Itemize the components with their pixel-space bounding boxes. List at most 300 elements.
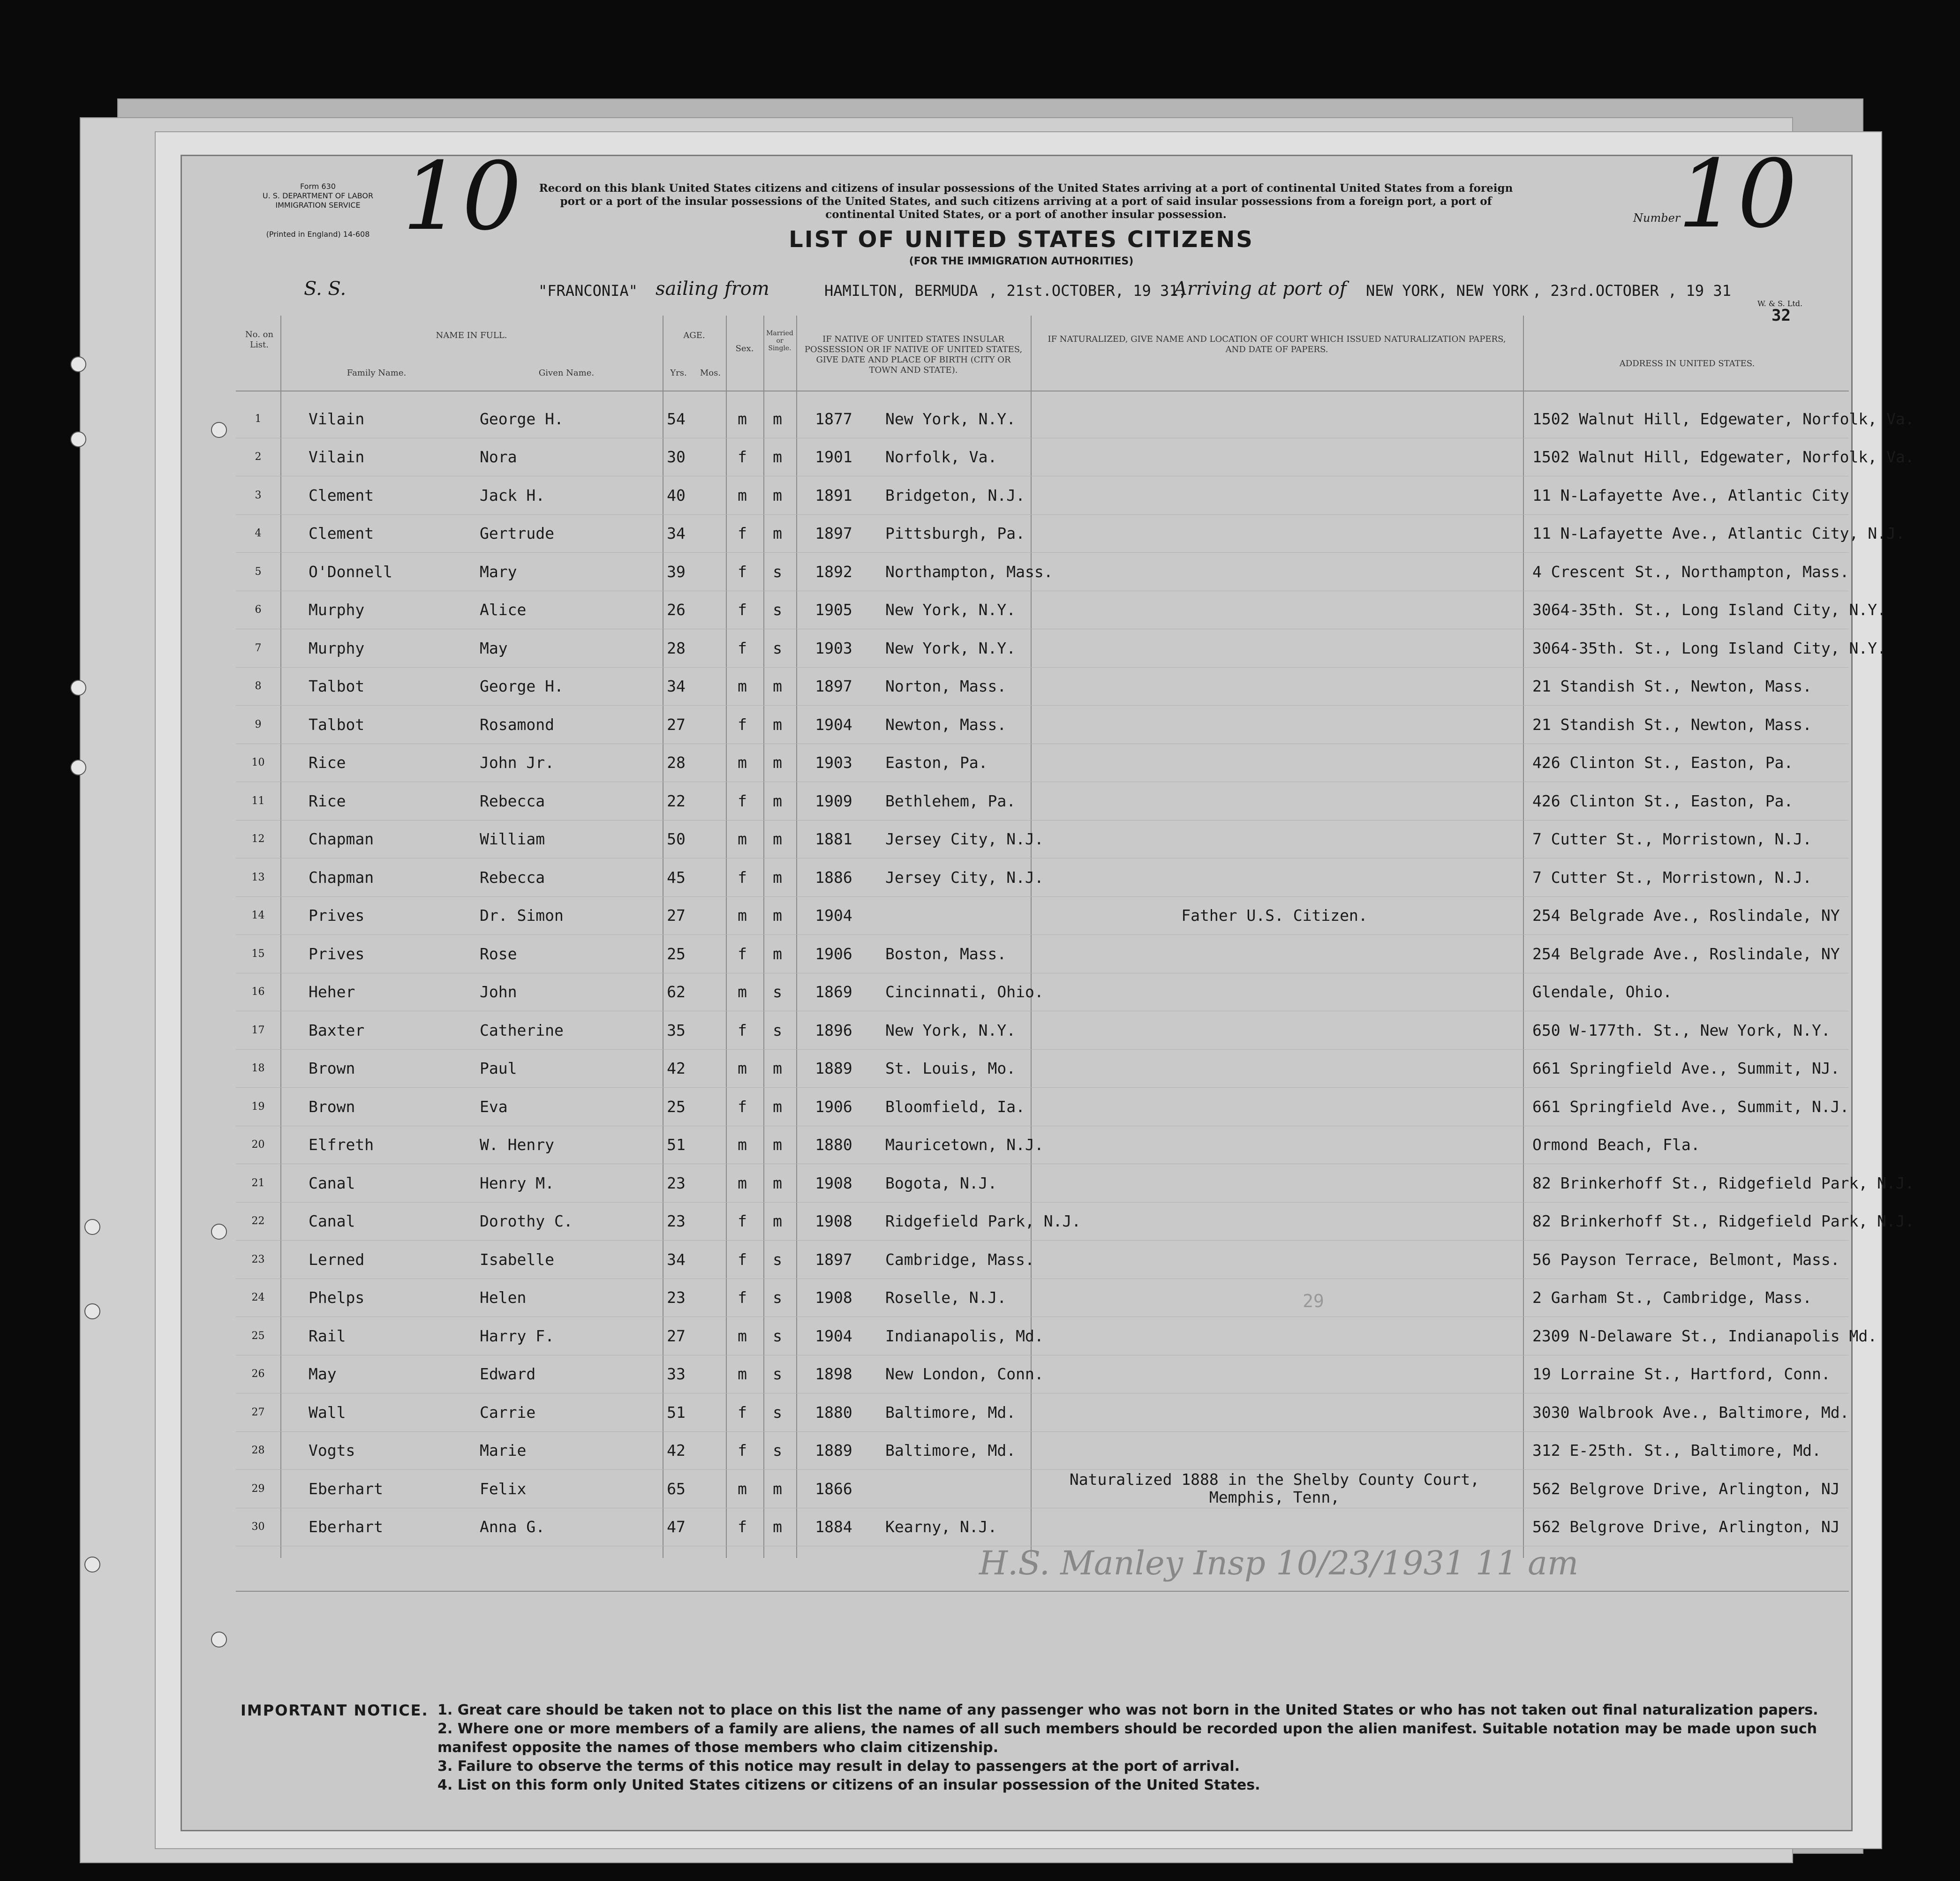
table-row: [236, 1164, 1849, 1203]
table-row: [236, 629, 1849, 668]
sex: f: [724, 1508, 761, 1546]
sex: f: [724, 782, 761, 820]
birth-year: 1908: [794, 1202, 874, 1241]
address: 19 Lorraine St., Hartford, Conn.: [1521, 1355, 1849, 1393]
age-years: 27: [660, 896, 692, 935]
age-years: 42: [660, 1431, 692, 1470]
row-number: 9: [236, 706, 280, 744]
record-instructions: Record on this blank United States citizens and citizens of insular possessions of the United States arriving at a port of continental United States from a foreign port or a port of the insular possessions of the United States, and such citizens arriving at a port of said insular possessions from a foreign port, a port of continental United States, or a port of another insular possession.: [539, 182, 1513, 221]
given-name: John Jr.: [468, 744, 660, 782]
col-header-age: AGE.: [683, 331, 705, 340]
binding-hole: [211, 422, 227, 438]
binding-hole: [84, 1219, 100, 1235]
given-name: W. Henry: [468, 1126, 660, 1164]
naturalization: [1028, 400, 1521, 438]
family-name: Chapman: [280, 858, 468, 897]
given-name: Harry F.: [468, 1317, 660, 1355]
address: 312 E-25th. St., Baltimore, Md.: [1521, 1431, 1849, 1470]
birth-year: 1886: [794, 858, 874, 897]
sex: f: [724, 1431, 761, 1470]
age-months: [692, 896, 724, 935]
birth-place: Roselle, N.J.: [874, 1279, 1028, 1317]
age-months: [692, 1202, 724, 1241]
sex: f: [724, 1202, 761, 1241]
birth-place: Bridgeton, N.J.: [874, 476, 1028, 515]
age-months: [692, 629, 724, 668]
age-years: 33: [660, 1355, 692, 1393]
birth-place: Ridgefield Park, N.J.: [874, 1202, 1028, 1241]
given-name: John: [468, 973, 660, 1011]
birth-place: St. Louis, Mo.: [874, 1049, 1028, 1088]
table-row: [236, 1393, 1849, 1432]
row-number: 17: [236, 1011, 280, 1050]
birth-year: 1908: [794, 1164, 874, 1203]
row-number: 23: [236, 1241, 280, 1279]
age-months: [692, 667, 724, 706]
age-years: 28: [660, 744, 692, 782]
marital-status: m: [761, 896, 794, 935]
birth-year: 1905: [794, 591, 874, 629]
table-row: [236, 706, 1849, 744]
row-number: 20: [236, 1126, 280, 1164]
birth-year: 1877: [794, 400, 874, 438]
family-name: Prives: [280, 896, 468, 935]
handwritten-list-number: 10: [1678, 140, 1797, 249]
marital-status: s: [761, 1241, 794, 1279]
age-months: [692, 1088, 724, 1126]
address: 21 Standish St., Newton, Mass.: [1521, 706, 1849, 744]
given-name: Mary: [468, 553, 660, 591]
notice-item: 1. Great care should be taken not to place on this list the name of any passenger who was not born in the United States or who has not taken out final naturalization papers.: [437, 1702, 1818, 1718]
age-months: [692, 1355, 724, 1393]
naturalization: [1028, 935, 1521, 973]
age-months: [692, 1470, 724, 1508]
family-name: Vilain: [280, 400, 468, 438]
marital-status: s: [761, 1355, 794, 1393]
birth-year: 1869: [794, 973, 874, 1011]
naturalization: [1028, 553, 1521, 591]
given-name: Isabelle: [468, 1241, 660, 1279]
row-number: 19: [236, 1088, 280, 1126]
sex: f: [724, 438, 761, 476]
age-years: 34: [660, 667, 692, 706]
age-months: [692, 1317, 724, 1355]
address: 254 Belgrade Ave., Roslindale, NY: [1521, 935, 1849, 973]
sex: f: [724, 514, 761, 553]
naturalization: [1028, 858, 1521, 897]
given-name: Rebecca: [468, 858, 660, 897]
age-months: [692, 400, 724, 438]
marital-status: m: [761, 935, 794, 973]
birth-year: 1884: [794, 1508, 874, 1546]
col-header-birth: IF NATIVE OF UNITED STATES INSULAR POSSESSION OR IF NATIVE OF UNITED STATES, GIVE DATE AND PLACE OF BIRTH (CITY OR TOWN AND STATE).: [804, 334, 1023, 375]
address: 661 Springfield Ave., Summit, NJ.: [1521, 1049, 1849, 1088]
age-months: [692, 1011, 724, 1050]
age-years: 34: [660, 1241, 692, 1279]
table-row: [236, 1279, 1849, 1317]
family-name: Canal: [280, 1164, 468, 1203]
naturalization: Naturalized 1888 in the Shelby County Court, Memphis, Tenn,: [1028, 1470, 1521, 1508]
birth-place: [874, 896, 1028, 935]
given-name: May: [468, 629, 660, 668]
manifest-sheet: [181, 140, 1915, 1831]
age-months: [692, 1508, 724, 1546]
sex: f: [724, 706, 761, 744]
naturalization: [1028, 1431, 1521, 1470]
row-number: 22: [236, 1202, 280, 1241]
marital-status: m: [761, 706, 794, 744]
age-years: 39: [660, 553, 692, 591]
sex: m: [724, 1049, 761, 1088]
marital-status: m: [761, 400, 794, 438]
age-years: 25: [660, 935, 692, 973]
sailing-from-label: sailing from: [656, 278, 769, 300]
sex: m: [724, 896, 761, 935]
age-years: 47: [660, 1508, 692, 1546]
given-name: Rose: [468, 935, 660, 973]
family-name: Phelps: [280, 1279, 468, 1317]
family-name: Eberhart: [280, 1470, 468, 1508]
family-name: Elfreth: [280, 1126, 468, 1164]
col-header-sex: Sex.: [735, 344, 754, 354]
table-row: [236, 1202, 1849, 1241]
given-name: Alice: [468, 591, 660, 629]
age-years: 50: [660, 820, 692, 858]
age-months: [692, 1049, 724, 1088]
age-months: [692, 591, 724, 629]
given-name: Dr. Simon: [468, 896, 660, 935]
marital-status: s: [761, 629, 794, 668]
table-row: [236, 1126, 1849, 1164]
given-name: Dorothy C.: [468, 1202, 660, 1241]
given-name: Eva: [468, 1088, 660, 1126]
birth-place: Kearny, N.J.: [874, 1508, 1028, 1546]
age-months: [692, 553, 724, 591]
binding-hole: [84, 1557, 100, 1573]
address: Ormond Beach, Fla.: [1521, 1126, 1849, 1164]
naturalization: [1028, 1279, 1521, 1317]
marital-status: m: [761, 1049, 794, 1088]
sex: f: [724, 935, 761, 973]
row-number: 15: [236, 935, 280, 973]
birth-place: Pittsburgh, Pa.: [874, 514, 1028, 553]
row-number: 7: [236, 629, 280, 668]
given-name: Gertrude: [468, 514, 660, 553]
birth-year: 1908: [794, 1279, 874, 1317]
marital-status: m: [761, 1470, 794, 1508]
naturalization: [1028, 1317, 1521, 1355]
naturalization: [1028, 1011, 1521, 1050]
row-number: 25: [236, 1317, 280, 1355]
stray-mark: 29: [1303, 1291, 1324, 1311]
address: 3030 Walbrook Ave., Baltimore, Md.: [1521, 1393, 1849, 1432]
table-row: [236, 514, 1849, 553]
marital-status: m: [761, 438, 794, 476]
naturalization: [1028, 1049, 1521, 1088]
inspector-signature: H.S. Manley Insp 10/23/1931 11 am: [979, 1544, 1579, 1582]
birth-year: 1892: [794, 553, 874, 591]
form-number: Form 630: [300, 182, 336, 191]
birth-place: Newton, Mass.: [874, 706, 1028, 744]
birth-place: Bloomfield, Ia.: [874, 1088, 1028, 1126]
table-row: [236, 1049, 1849, 1088]
birth-place: Jersey City, N.J.: [874, 858, 1028, 897]
age-years: 25: [660, 1088, 692, 1126]
departure-port: HAMILTON, BERMUDA: [824, 282, 978, 300]
age-years: 23: [660, 1202, 692, 1241]
birth-year: 1897: [794, 1241, 874, 1279]
given-name: Paul: [468, 1049, 660, 1088]
arrival-port: NEW YORK, NEW YORK: [1366, 282, 1529, 300]
col-header-name-in-full: NAME IN FULL.: [436, 331, 507, 340]
sex: f: [724, 629, 761, 668]
table-row: [236, 591, 1849, 629]
family-name: Vogts: [280, 1431, 468, 1470]
age-years: 26: [660, 591, 692, 629]
age-years: 27: [660, 706, 692, 744]
age-years: 22: [660, 782, 692, 820]
row-number: 4: [236, 514, 280, 553]
row-number: 26: [236, 1355, 280, 1393]
age-years: 40: [660, 476, 692, 515]
address: Glendale, Ohio.: [1521, 973, 1849, 1011]
sex: m: [724, 1317, 761, 1355]
age-years: 35: [660, 1011, 692, 1050]
naturalization: [1028, 667, 1521, 706]
birth-year: 1889: [794, 1049, 874, 1088]
address: 562 Belgrove Drive, Arlington, NJ: [1521, 1470, 1849, 1508]
address: 7 Cutter St., Morristown, N.J.: [1521, 858, 1849, 897]
family-name: Rice: [280, 744, 468, 782]
col-header-family-name: Family Name.: [347, 368, 407, 378]
address: 11 N-Lafayette Ave., Atlantic City: [1521, 476, 1849, 515]
naturalization: [1028, 629, 1521, 668]
page-title: LIST OF UNITED STATES CITIZENS: [789, 226, 1254, 253]
binding-hole: [211, 1224, 227, 1240]
passenger-table: [236, 400, 1915, 1546]
table-row: [236, 896, 1849, 935]
table-row: [236, 400, 1849, 438]
age-months: [692, 1279, 724, 1317]
age-years: 51: [660, 1393, 692, 1432]
given-name: Henry M.: [468, 1164, 660, 1203]
col-header-mos: Mos.: [700, 368, 721, 378]
age-years: 28: [660, 629, 692, 668]
age-months: [692, 820, 724, 858]
naturalization: [1028, 1355, 1521, 1393]
naturalization: [1028, 973, 1521, 1011]
family-name: Brown: [280, 1049, 468, 1088]
birth-place: Cincinnati, Ohio.: [874, 973, 1028, 1011]
birth-year: 1909: [794, 782, 874, 820]
family-name: Vilain: [280, 438, 468, 476]
age-months: [692, 438, 724, 476]
naturalization: Father U.S. Citizen.: [1028, 896, 1521, 935]
birth-place: New London, Conn.: [874, 1355, 1028, 1393]
marital-status: m: [761, 858, 794, 897]
ship-name: "FRANCONIA": [538, 282, 638, 300]
printed-note: (Printed in England) 14-608: [266, 230, 370, 239]
family-name: Rail: [280, 1317, 468, 1355]
birth-place: Indianapolis, Md.: [874, 1317, 1028, 1355]
address: 2309 N-Delaware St., Indianapolis Md.: [1521, 1317, 1849, 1355]
birth-year: 1866: [794, 1470, 874, 1508]
table-row: [236, 935, 1849, 973]
given-name: Helen: [468, 1279, 660, 1317]
family-name: Murphy: [280, 591, 468, 629]
age-months: [692, 1431, 724, 1470]
row-number: 21: [236, 1164, 280, 1203]
naturalization: [1028, 438, 1521, 476]
table-row: [236, 973, 1849, 1011]
sex: m: [724, 1164, 761, 1203]
age-years: 45: [660, 858, 692, 897]
naturalization: [1028, 1393, 1521, 1432]
table-row: [236, 553, 1849, 591]
age-years: 65: [660, 1470, 692, 1508]
given-name: Anna G.: [468, 1508, 660, 1546]
given-name: George H.: [468, 400, 660, 438]
birth-place: Baltimore, Md.: [874, 1431, 1028, 1470]
number-label: Number: [1633, 211, 1681, 225]
family-name: Clement: [280, 514, 468, 553]
birth-place: New York, N.Y.: [874, 1011, 1028, 1050]
departure-date: , 21st.OCTOBER, 19 31,: [988, 282, 1187, 300]
sex: m: [724, 1126, 761, 1164]
birth-year: 1903: [794, 744, 874, 782]
given-name: Carrie: [468, 1393, 660, 1432]
row-number: 10: [236, 744, 280, 782]
birth-place: Norfolk, Va.: [874, 438, 1028, 476]
sex: m: [724, 1355, 761, 1393]
row-number: 8: [236, 667, 280, 706]
binding-hole: [70, 680, 86, 696]
row-number: 16: [236, 973, 280, 1011]
given-name: Edward: [468, 1355, 660, 1393]
birth-place: New York, N.Y.: [874, 629, 1028, 668]
address: 562 Belgrove Drive, Arlington, NJ: [1521, 1508, 1849, 1546]
family-name: Clement: [280, 476, 468, 515]
table-row: [236, 1241, 1849, 1279]
handwritten-list-number-left: 10: [402, 142, 522, 251]
col-header-address: ADDRESS IN UNITED STATES.: [1619, 359, 1755, 369]
sex: f: [724, 591, 761, 629]
row-number: 11: [236, 782, 280, 820]
passenger-rows: [236, 400, 1915, 1546]
row-number: 24: [236, 1279, 280, 1317]
row-number: 3: [236, 476, 280, 515]
age-years: 34: [660, 514, 692, 553]
table-row: [236, 744, 1849, 782]
given-name: George H.: [468, 667, 660, 706]
given-name: Marie: [468, 1431, 660, 1470]
age-months: [692, 1164, 724, 1203]
birth-place: Bogota, N.J.: [874, 1164, 1028, 1203]
given-name: Jack H.: [468, 476, 660, 515]
table-row: [236, 1431, 1849, 1470]
birth-year: 1903: [794, 629, 874, 668]
family-name: Canal: [280, 1202, 468, 1241]
birth-place: Baltimore, Md.: [874, 1393, 1028, 1432]
family-name: Murphy: [280, 629, 468, 668]
table-row: [236, 476, 1849, 515]
table-row: [236, 1088, 1849, 1126]
marital-status: s: [761, 1317, 794, 1355]
arriving-label: Arriving at port of: [1174, 278, 1347, 300]
birth-year: 1880: [794, 1393, 874, 1432]
birth-year: 1897: [794, 667, 874, 706]
given-name: William: [468, 820, 660, 858]
age-months: [692, 782, 724, 820]
marital-status: m: [761, 514, 794, 553]
binding-hole: [70, 760, 86, 775]
sex: m: [724, 973, 761, 1011]
sex: f: [724, 553, 761, 591]
row-number: 1: [236, 400, 280, 438]
family-name: O'Donnell: [280, 553, 468, 591]
family-name: Prives: [280, 935, 468, 973]
row-number: 29: [236, 1470, 280, 1508]
marital-status: s: [761, 591, 794, 629]
table-row: [236, 1355, 1849, 1393]
age-years: 30: [660, 438, 692, 476]
naturalization: [1028, 591, 1521, 629]
address: 3064-35th. St., Long Island City, N.Y.: [1521, 591, 1849, 629]
binding-hole: [84, 1303, 100, 1319]
birth-place: Bethlehem, Pa.: [874, 782, 1028, 820]
birth-place: Cambridge, Mass.: [874, 1241, 1028, 1279]
table-row: [236, 667, 1849, 706]
family-name: May: [280, 1355, 468, 1393]
table-row: [236, 438, 1849, 476]
birth-place: [874, 1470, 1028, 1508]
marital-status: m: [761, 820, 794, 858]
sex: f: [724, 858, 761, 897]
sex: m: [724, 476, 761, 515]
given-name: Rebecca: [468, 782, 660, 820]
naturalization: [1028, 476, 1521, 515]
row-number: 14: [236, 896, 280, 935]
birth-place: New York, N.Y.: [874, 400, 1028, 438]
marital-status: m: [761, 476, 794, 515]
marital-status: s: [761, 973, 794, 1011]
service: IMMIGRATION SERVICE: [275, 201, 361, 210]
binding-hole: [211, 1632, 227, 1648]
family-name: Lerned: [280, 1241, 468, 1279]
col-header-married: Married or Single.: [766, 330, 793, 352]
binding-hole: [70, 431, 86, 447]
row-number: 6: [236, 591, 280, 629]
notice-item: 2. Where one or more members of a family are aliens, the names of all such members should be recorded upon the alien manifest. Suitable notation may be made upon such manifest opposite the names of those members who claim citizenship.: [437, 1721, 1817, 1756]
sex: m: [724, 400, 761, 438]
address: 1502 Walnut Hill, Edgewater, Norfolk, Va.: [1521, 438, 1849, 476]
given-name: Felix: [468, 1470, 660, 1508]
important-notice: [241, 1701, 1835, 1795]
birth-year: 1881: [794, 820, 874, 858]
naturalization: [1028, 744, 1521, 782]
age-years: 62: [660, 973, 692, 1011]
marital-status: m: [761, 1164, 794, 1203]
table-row: [236, 1011, 1849, 1050]
birth-year: 1904: [794, 896, 874, 935]
row-number: 18: [236, 1049, 280, 1088]
notice-title: IMPORTANT NOTICE.: [241, 1701, 429, 1719]
table-bottom-rule: [236, 1591, 1849, 1592]
address: 21 Standish St., Newton, Mass.: [1521, 667, 1849, 706]
birth-place: Jersey City, N.J.: [874, 820, 1028, 858]
family-name: Heher: [280, 973, 468, 1011]
address: 426 Clinton St., Easton, Pa.: [1521, 782, 1849, 820]
